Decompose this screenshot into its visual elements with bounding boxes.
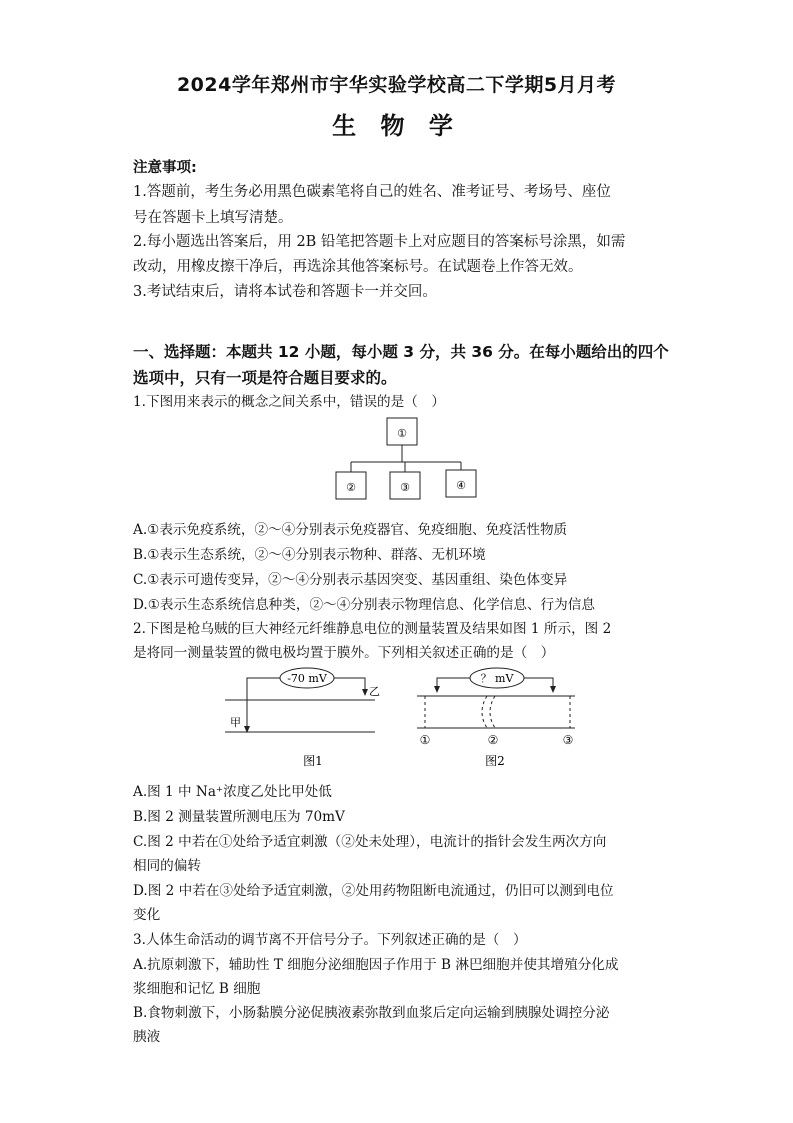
q3-option-b: B.食物刺激下，小肠黏膜分泌促胰液素弥散到血浆后定向运输到胰腺处调控分泌	[133, 1005, 610, 1021]
question-2-stem: 是将同一测量装置的微电极均置于膜外。下列相关叙述正确的是（ ）	[133, 645, 555, 661]
figure-1	[225, 662, 395, 777]
notice-line: 1.答题前，考生务必用黑色碳素笔将自己的姓名、准考证号、考场号、座位	[133, 184, 611, 200]
q2-option-c-cont: 相同的偏转	[133, 858, 201, 874]
q3-option-b-cont: 胰液	[133, 1029, 161, 1045]
question-3-stem: 3.人体生命活动的调节离不开信号分子。下列叙述正确的是（ ）	[133, 932, 527, 948]
notice-line: 3.考试结束后，请将本试卷和答题卡一并交回。	[133, 284, 437, 300]
notice-line: 2.每小题选出答案后，用 2B 铅笔把答题卡上对应题目的答案标号涂黑，如需	[133, 234, 626, 250]
figure-2	[415, 662, 585, 777]
voltmeter-1-reading: -70 mV	[287, 672, 327, 685]
notice-heading: 注意事项:	[133, 160, 197, 176]
q2-option-b: B.图 2 测量装置所测电压为 70mV	[133, 809, 345, 825]
q2-option-a: A.图 1 中 Na⁺浓度乙处比甲处低	[133, 784, 332, 800]
point-1-label: ①	[419, 733, 431, 747]
q2-option-d-cont: 变化	[133, 907, 161, 923]
figure-1-caption: 图1	[303, 754, 323, 768]
notice-line: 改动，用橡皮擦干净后，再选涂其他答案标号。在试题卷上作答无效。	[133, 259, 583, 275]
subject-title: 生 物 学	[332, 112, 461, 140]
q3-option-a: A.抗原刺激下，辅助性 T 细胞分泌细胞因子作用于 B 淋巴细胞并使其增殖分化成	[133, 957, 619, 973]
question-1-stem: 1.下图用来表示的概念之间关系中，错误的是（ ）	[133, 394, 446, 410]
figure-2-caption: 图2	[485, 754, 505, 768]
label-yi: 乙	[369, 685, 380, 698]
point-3-label: ③	[562, 733, 574, 747]
notice-line: 号在答题卡上填写清楚。	[133, 210, 293, 226]
box-4-label: ④	[456, 479, 466, 492]
box-2-label: ②	[346, 481, 356, 494]
section-heading: 一、选择题：本题共 12 小题，每小题 3 分，共 36 分。在每小题给出的四个	[133, 343, 669, 361]
q1-option-b: B.①表示生态系统，②～④分别表示物种、群落、无机环境	[133, 547, 486, 563]
q3-option-a-cont: 浆细胞和记忆 B 细胞	[133, 981, 261, 997]
question-2-stem: 2.下图是枪乌贼的巨大神经元纤维静息电位的测量装置及结果如图 1 所示，图 2	[133, 621, 612, 637]
q1-concept-diagram	[320, 412, 490, 504]
q1-option-a: A.①表示免疫系统，②～④分别表示免疫器官、免疫细胞、免疫活性物质	[133, 522, 568, 538]
section-heading: 选项中，只有一项是符合题目要求的。	[133, 369, 397, 387]
q2-option-c: C.图 2 中若在①处给予适宜刺激（②处未处理），电流计的指针会发生两次方向	[133, 834, 607, 850]
box-3-label: ③	[400, 481, 410, 494]
exam-title: 2024学年郑州市宇华实验学校高二下学期5月月考	[176, 74, 617, 96]
q1-option-d: D.①表示生态系统信息种类，②～④分别表示物理信息、化学信息、行为信息	[133, 597, 595, 613]
box-1-label: ①	[397, 427, 407, 440]
voltmeter-2-reading: ？ mV	[480, 672, 514, 685]
q1-option-c: C.①表示可遗传变异，②～④分别表示基因突变、基因重组、染色体变异	[133, 572, 568, 588]
q2-option-d: D.图 2 中若在③处给予适宜刺激，②处用药物阻断电流通过，仍旧可以测到电位	[133, 883, 614, 899]
point-2-label: ②	[487, 733, 499, 747]
label-jia: 甲	[230, 716, 241, 729]
